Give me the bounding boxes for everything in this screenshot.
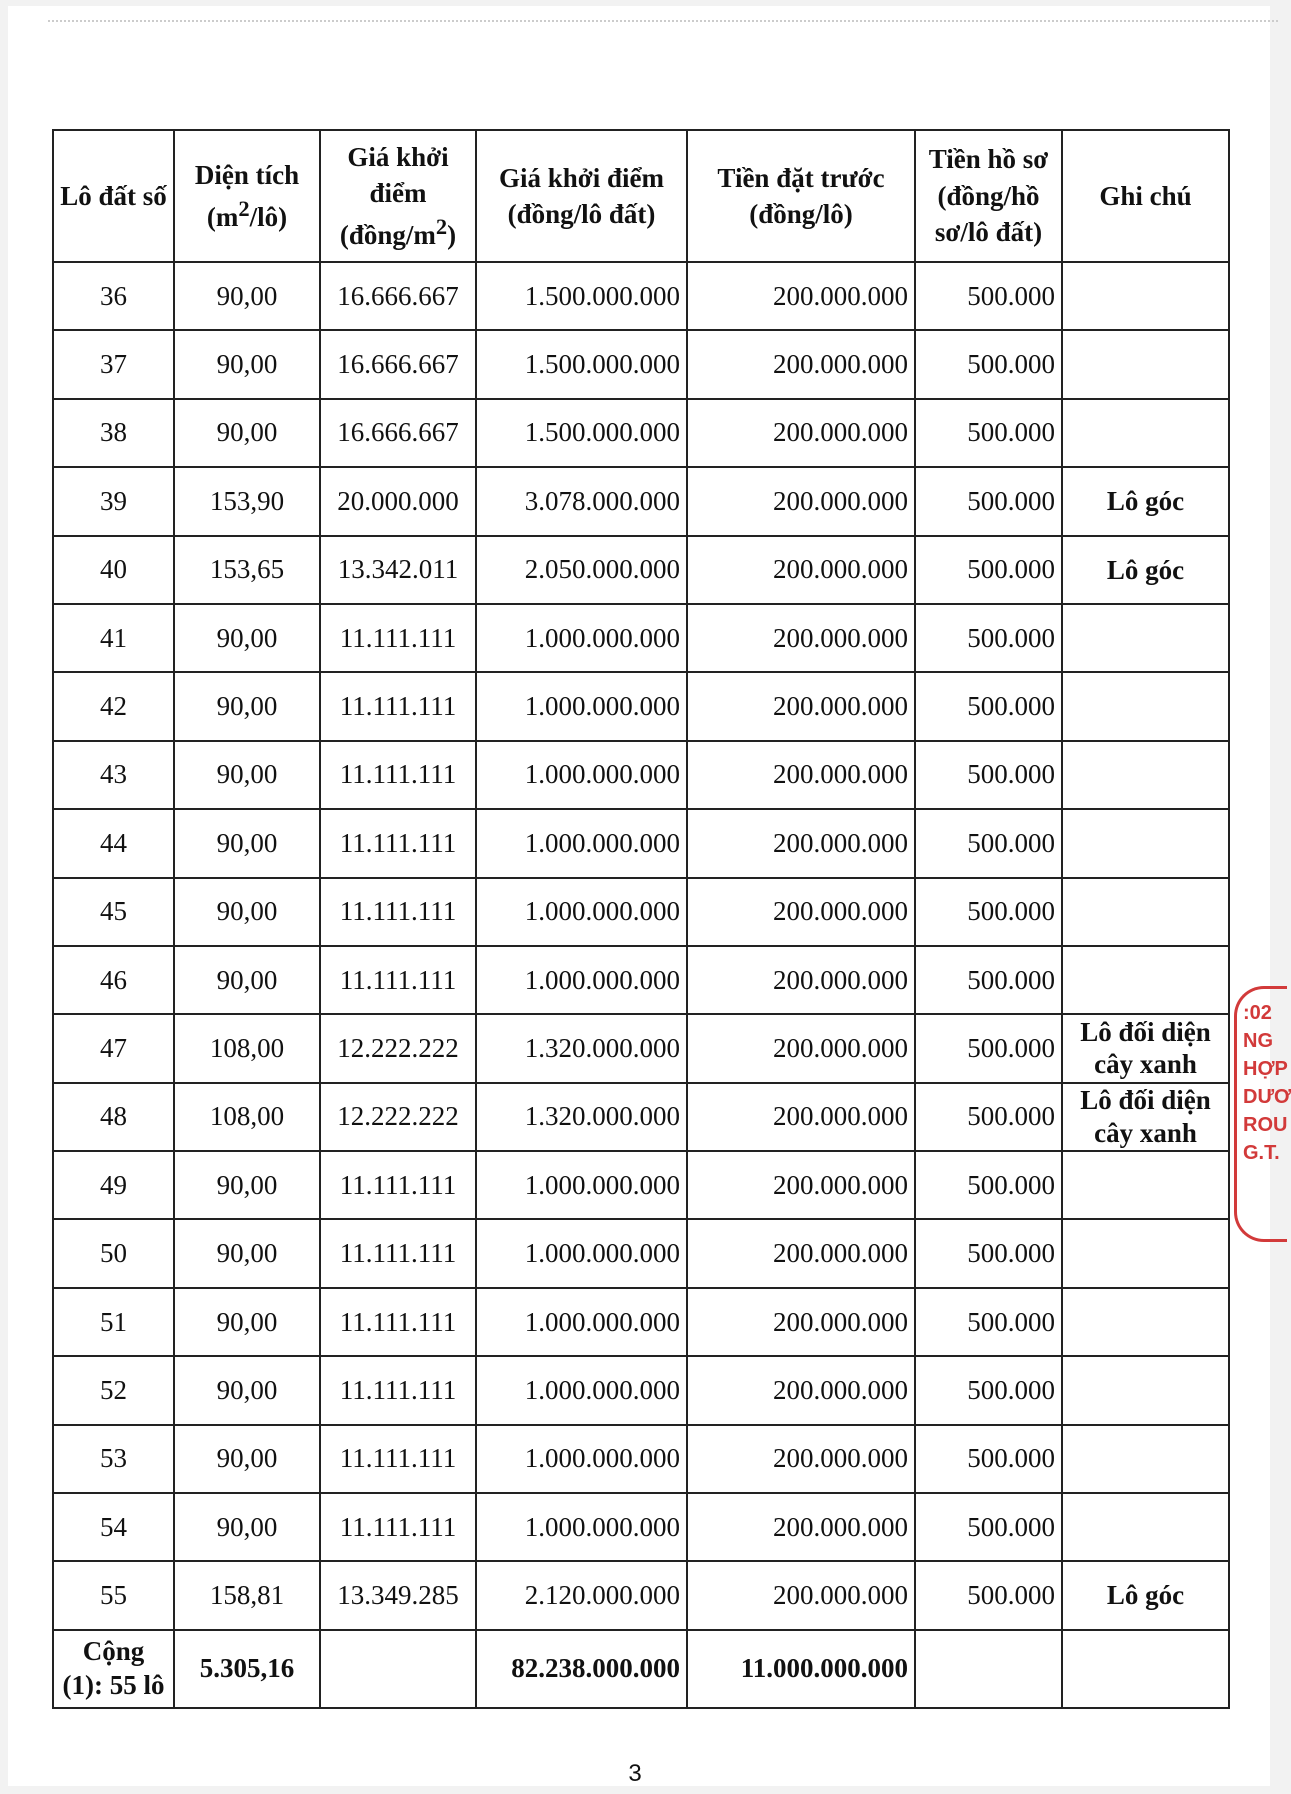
cell-lot: 36 [53, 262, 174, 330]
table-row [53, 1356, 1229, 1424]
cell-fee: 500.000 [915, 1425, 1062, 1493]
total-unit-price [320, 1630, 476, 1708]
cell-lot: 37 [53, 330, 174, 398]
table-row [53, 330, 1229, 398]
cell-lot: 53 [53, 1425, 174, 1493]
cell-note [1062, 1493, 1229, 1561]
cell-lot: 55 [53, 1561, 174, 1629]
cell-area: 90,00 [174, 1219, 320, 1287]
cell-area: 90,00 [174, 1493, 320, 1561]
cell-lot-price: 2.120.000.000 [476, 1561, 687, 1629]
table-row [53, 1561, 1229, 1629]
cell-note [1062, 809, 1229, 877]
cell-deposit: 200.000.000 [687, 399, 915, 467]
cell-note [1062, 1288, 1229, 1356]
total-note [1062, 1630, 1229, 1708]
cell-unit-price: 11.111.111 [320, 604, 476, 672]
cell-fee: 500.000 [915, 946, 1062, 1014]
cell-deposit: 200.000.000 [687, 1288, 915, 1356]
cell-deposit: 200.000.000 [687, 330, 915, 398]
cell-unit-price: 12.222.222 [320, 1083, 476, 1151]
cell-fee: 500.000 [915, 467, 1062, 535]
cell-fee: 500.000 [915, 604, 1062, 672]
cell-area: 90,00 [174, 399, 320, 467]
cell-lot-price: 1.500.000.000 [476, 330, 687, 398]
cell-lot-price: 1.000.000.000 [476, 741, 687, 809]
cell-deposit: 200.000.000 [687, 1425, 915, 1493]
cell-lot: 41 [53, 604, 174, 672]
cell-unit-price: 11.111.111 [320, 1493, 476, 1561]
cell-lot-price: 2.050.000.000 [476, 536, 687, 604]
cell-deposit: 200.000.000 [687, 467, 915, 535]
page-number: 3 [628, 1760, 642, 1787]
table-row [53, 467, 1229, 535]
cell-lot-price: 1.000.000.000 [476, 672, 687, 740]
table-row [53, 1288, 1229, 1356]
cell-lot-price: 1.000.000.000 [476, 604, 687, 672]
cell-unit-price: 11.111.111 [320, 1151, 476, 1219]
cell-lot: 51 [53, 1288, 174, 1356]
header-area: Diện tích $(m^2/lô)$ [174, 130, 320, 262]
total-label: Cộng (1): 55 lô [53, 1630, 174, 1708]
cell-area: 90,00 [174, 1425, 320, 1493]
cell-area: 90,00 [174, 330, 320, 398]
cell-lot: 39 [53, 467, 174, 535]
header-lot: Lô đất số [53, 130, 174, 262]
cell-lot: 54 [53, 1493, 174, 1561]
cell-lot: 48 [53, 1083, 174, 1151]
cell-deposit: 200.000.000 [687, 1493, 915, 1561]
cell-unit-price: 16.666.667 [320, 330, 476, 398]
cell-lot-price: 1.500.000.000 [476, 399, 687, 467]
cell-lot: 49 [53, 1151, 174, 1219]
cell-fee: 500.000 [915, 536, 1062, 604]
cell-deposit: 200.000.000 [687, 1219, 915, 1287]
table-row [53, 878, 1229, 946]
cell-lot: 44 [53, 809, 174, 877]
cell-note [1062, 604, 1229, 672]
cell-unit-price: 20.000.000 [320, 467, 476, 535]
cell-unit-price: 11.111.111 [320, 741, 476, 809]
cell-deposit: 200.000.000 [687, 1561, 915, 1629]
table-row [53, 672, 1229, 740]
total-deposit: 11.000.000.000 [687, 1630, 915, 1708]
cell-fee: 500.000 [915, 1219, 1062, 1287]
cell-deposit: 200.000.000 [687, 1014, 915, 1082]
cell-note: Lô đối diện cây xanh [1062, 1083, 1229, 1151]
table-row [53, 1493, 1229, 1561]
cell-deposit: 200.000.000 [687, 946, 915, 1014]
scan-artifact-line [48, 20, 1278, 24]
cell-unit-price: 11.111.111 [320, 946, 476, 1014]
red-seal-stamp [1234, 986, 1291, 1242]
cell-area: 158,81 [174, 1561, 320, 1629]
cell-fee: 500.000 [915, 262, 1062, 330]
cell-note [1062, 399, 1229, 467]
cell-lot-price: 1.000.000.000 [476, 1493, 687, 1561]
cell-note [1062, 741, 1229, 809]
cell-unit-price: 16.666.667 [320, 262, 476, 330]
cell-area: 108,00 [174, 1014, 320, 1082]
cell-lot: 38 [53, 399, 174, 467]
cell-unit-price: 11.111.111 [320, 878, 476, 946]
stamp-text: :02 NG HỢP DƯƠ ROU G.T. [1243, 1002, 1291, 1164]
cell-fee: 500.000 [915, 809, 1062, 877]
cell-lot-price: 1.000.000.000 [476, 1288, 687, 1356]
cell-deposit: 200.000.000 [687, 262, 915, 330]
table-row [53, 262, 1229, 330]
table-header-row [53, 130, 1229, 262]
cell-deposit: 200.000.000 [687, 809, 915, 877]
cell-lot: 43 [53, 741, 174, 809]
cell-note [1062, 1151, 1229, 1219]
cell-fee: 500.000 [915, 1356, 1062, 1424]
cell-lot-price: 1.320.000.000 [476, 1014, 687, 1082]
cell-lot: 50 [53, 1219, 174, 1287]
cell-lot-price: 1.320.000.000 [476, 1083, 687, 1151]
cell-deposit: 200.000.000 [687, 1356, 915, 1424]
cell-deposit: 200.000.000 [687, 1151, 915, 1219]
cell-note [1062, 1425, 1229, 1493]
cell-lot-price: 1.000.000.000 [476, 809, 687, 877]
cell-area: 90,00 [174, 741, 320, 809]
cell-lot-price: 1.000.000.000 [476, 1425, 687, 1493]
cell-unit-price: 11.111.111 [320, 1288, 476, 1356]
cell-area: 108,00 [174, 1083, 320, 1151]
cell-note [1062, 672, 1229, 740]
cell-area: 90,00 [174, 809, 320, 877]
cell-note: Lô góc [1062, 467, 1229, 535]
header-deposit: Tiền đặt trước (đồng/lô) [687, 130, 915, 262]
cell-fee: 500.000 [915, 878, 1062, 946]
cell-unit-price: 13.349.285 [320, 1561, 476, 1629]
cell-unit-price: 11.111.111 [320, 1356, 476, 1424]
cell-unit-price: 16.666.667 [320, 399, 476, 467]
cell-fee: 500.000 [915, 1288, 1062, 1356]
cell-fee: 500.000 [915, 741, 1062, 809]
cell-lot: 40 [53, 536, 174, 604]
cell-note [1062, 1356, 1229, 1424]
total-area: 5.305,16 [174, 1630, 320, 1708]
cell-note [1062, 946, 1229, 1014]
cell-unit-price: 11.111.111 [320, 1425, 476, 1493]
cell-note [1062, 262, 1229, 330]
cell-fee: 500.000 [915, 1561, 1062, 1629]
cell-unit-price: 13.342.011 [320, 536, 476, 604]
cell-deposit: 200.000.000 [687, 878, 915, 946]
cell-lot: 45 [53, 878, 174, 946]
table-row [53, 1425, 1229, 1493]
cell-lot-price: 1.000.000.000 [476, 1356, 687, 1424]
total-fee [915, 1630, 1062, 1708]
cell-note [1062, 330, 1229, 398]
cell-deposit: 200.000.000 [687, 672, 915, 740]
cell-note: Lô góc [1062, 1561, 1229, 1629]
cell-area: 153,90 [174, 467, 320, 535]
cell-lot: 52 [53, 1356, 174, 1424]
header-note: Ghi chú [1062, 130, 1229, 262]
cell-fee: 500.000 [915, 399, 1062, 467]
cell-area: 153,65 [174, 536, 320, 604]
header-unit-price: Giá khởi điểm $(đồng/m^2)$ [320, 130, 476, 262]
cell-area: 90,00 [174, 1151, 320, 1219]
cell-area: 90,00 [174, 262, 320, 330]
cell-fee: 500.000 [915, 672, 1062, 740]
cell-fee: 500.000 [915, 1014, 1062, 1082]
cell-lot: 46 [53, 946, 174, 1014]
cell-area: 90,00 [174, 1356, 320, 1424]
cell-area: 90,00 [174, 878, 320, 946]
cell-area: 90,00 [174, 604, 320, 672]
cell-deposit: 200.000.000 [687, 1083, 915, 1151]
header-fee: Tiền hồ sơ (đồng/hồ sơ/lô đất) [915, 130, 1062, 262]
cell-area: 90,00 [174, 672, 320, 740]
cell-lot-price: 1.000.000.000 [476, 1151, 687, 1219]
cell-deposit: 200.000.000 [687, 741, 915, 809]
cell-unit-price: 12.222.222 [320, 1014, 476, 1082]
cell-area: 90,00 [174, 946, 320, 1014]
cell-area: 90,00 [174, 1288, 320, 1356]
table-row [53, 946, 1229, 1014]
table-row [53, 741, 1229, 809]
cell-note: Lô đối diện cây xanh [1062, 1014, 1229, 1082]
cell-unit-price: 11.111.111 [320, 809, 476, 877]
cell-note: Lô góc [1062, 536, 1229, 604]
cell-note [1062, 878, 1229, 946]
cell-fee: 500.000 [915, 1493, 1062, 1561]
land-lot-table [52, 129, 1230, 1709]
cell-deposit: 200.000.000 [687, 604, 915, 672]
total-row [53, 1630, 1229, 1708]
cell-note [1062, 1219, 1229, 1287]
cell-fee: 500.000 [915, 1083, 1062, 1151]
cell-lot: 42 [53, 672, 174, 740]
table-row [53, 536, 1229, 604]
cell-lot-price: 3.078.000.000 [476, 467, 687, 535]
table-row [53, 399, 1229, 467]
table-row [53, 1151, 1229, 1219]
total-lot-price: 82.238.000.000 [476, 1630, 687, 1708]
cell-unit-price: 11.111.111 [320, 1219, 476, 1287]
cell-lot-price: 1.500.000.000 [476, 262, 687, 330]
cell-unit-price: 11.111.111 [320, 672, 476, 740]
cell-lot-price: 1.000.000.000 [476, 878, 687, 946]
cell-fee: 500.000 [915, 1151, 1062, 1219]
table-row [53, 1014, 1229, 1082]
cell-fee: 500.000 [915, 330, 1062, 398]
table-row [53, 809, 1229, 877]
header-lot-price: Giá khởi điểm (đồng/lô đất) [476, 130, 687, 262]
table-row [53, 1083, 1229, 1151]
cell-lot-price: 1.000.000.000 [476, 946, 687, 1014]
cell-lot: 47 [53, 1014, 174, 1082]
cell-lot-price: 1.000.000.000 [476, 1219, 687, 1287]
cell-deposit: 200.000.000 [687, 536, 915, 604]
table-row [53, 1219, 1229, 1287]
table-row [53, 604, 1229, 672]
